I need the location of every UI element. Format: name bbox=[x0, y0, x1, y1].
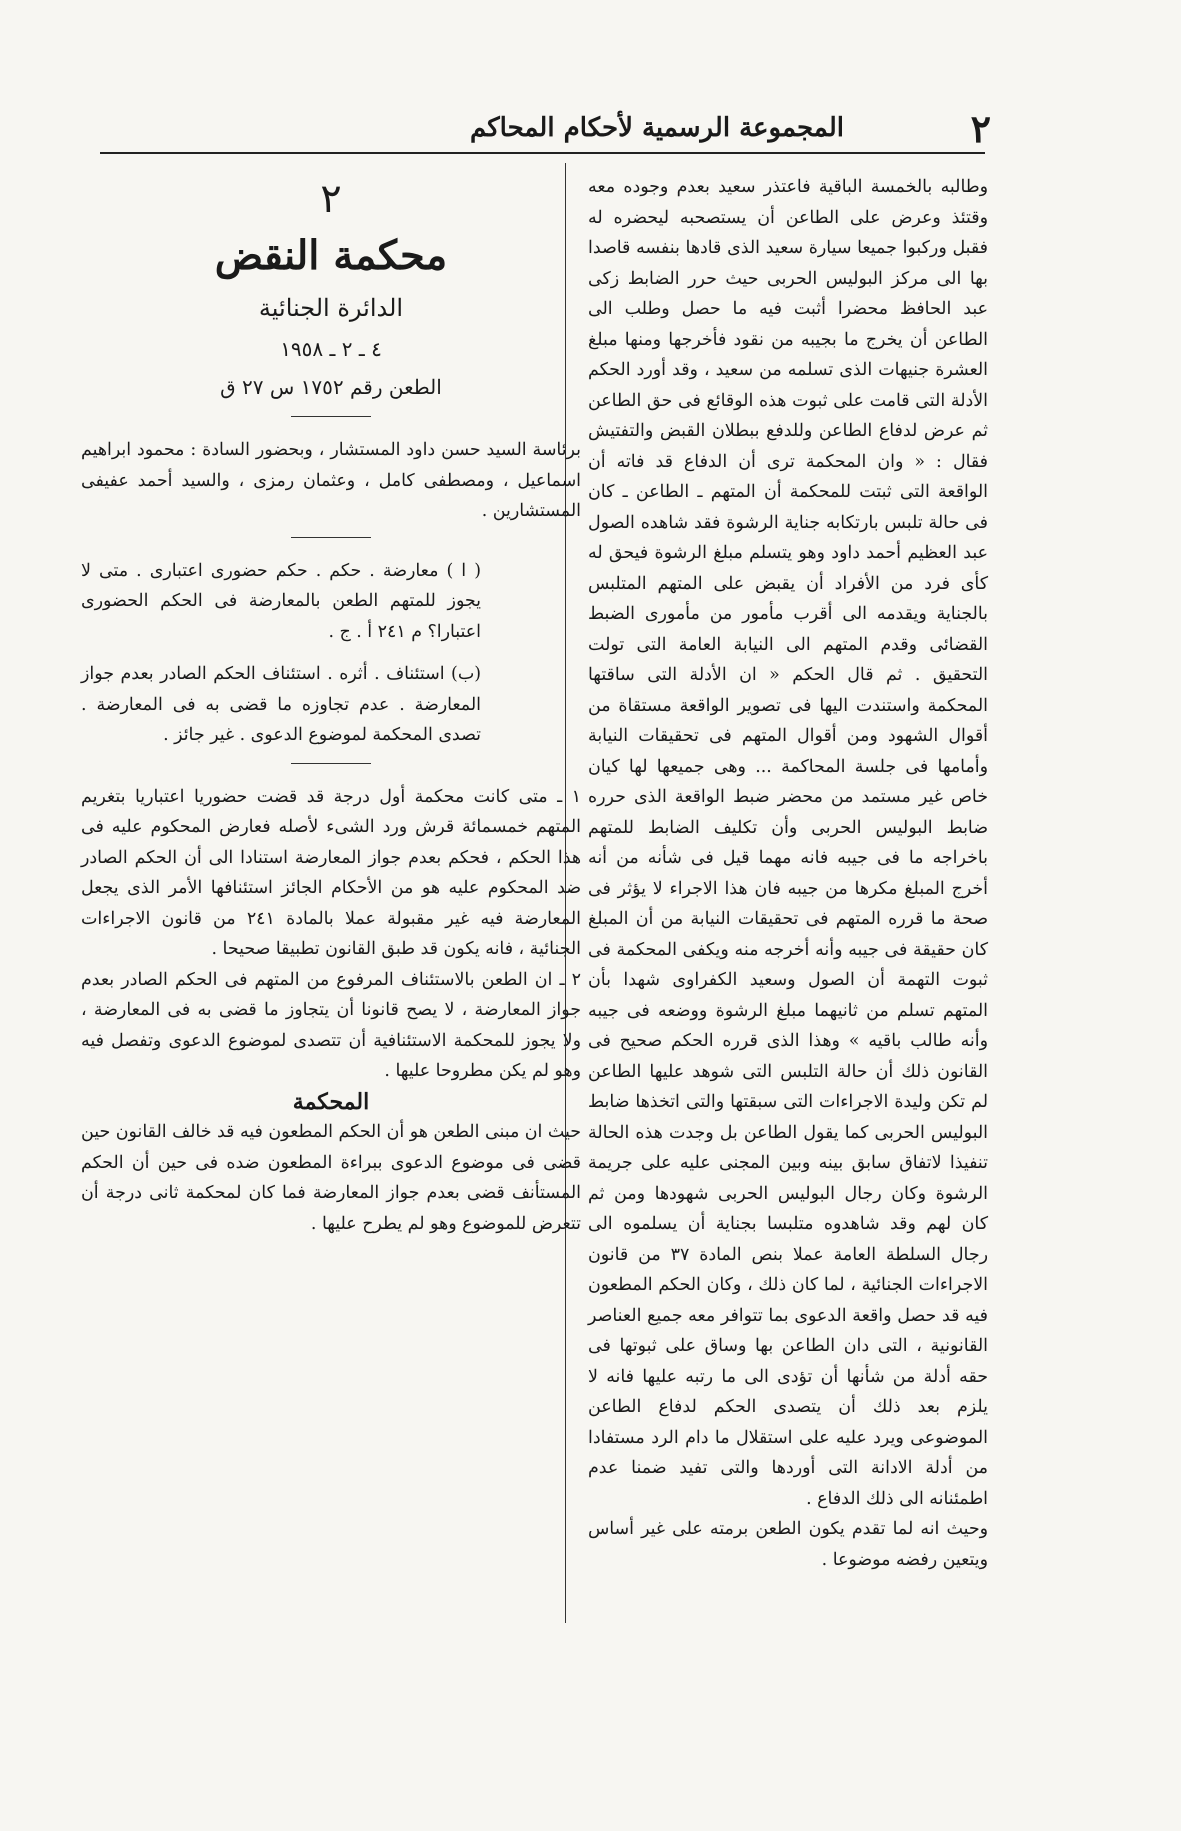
headnote-b: (ب) استئناف . أثره . استئناف الحكم الصادر بعدم جواز المعارضة . عدم تجاوزه ما قضى به فى المعارضة . تصدى المحكمة لموضوع الدعوى . غير جائز . bbox=[81, 664, 481, 745]
headnotes bbox=[81, 556, 581, 751]
court-section-text: حيث ان مبنى الطعن هو أن الحكم المطعون فيه قد خالف القانون حين قضى فى موضوع الدعوى ببراءة المطعون ضده فى حين أن الحكم المستأنف قضى بعدم جواز المعارضة فما كان لمحكمة ثانى درجة أن تتعرض للموضوع وهو لم يطرح عليها . bbox=[81, 1122, 581, 1234]
divider-rule bbox=[291, 537, 371, 538]
appeal-number: الطعن رقم ١٧٥٢ س ٢٧ ق bbox=[220, 375, 442, 399]
page-header bbox=[190, 105, 991, 151]
final-verdict: وحيث انه لما تقدم يكون الطعن برمته على غير أساس ويتعين رفضه موضوعا . bbox=[588, 1519, 988, 1570]
session-date: ٤ ـ ٢ ـ ١٩٥٨ bbox=[280, 337, 382, 361]
presidency-text: برئاسة السيد حسن داود المستشار ، وبحضور السادة : محمود ابراهيم اسماعيل ، ومصطفى كامل ، وعثمان رمزى ، والسيد أحمد عفيفى المستشارين . bbox=[81, 440, 581, 521]
divider-rule bbox=[291, 763, 371, 764]
header-rule bbox=[100, 152, 985, 154]
court-section-title: المحكمة bbox=[292, 1088, 370, 1115]
left-column bbox=[81, 172, 581, 1239]
divider-rule bbox=[291, 416, 371, 417]
publication-title: المجموعة الرسمية لأحكام المحاكم bbox=[470, 113, 844, 143]
headnote-a: ( ا ) معارضة . حكم . حكم حضورى اعتبارى . متى لا يجوز للمتهم الطعن بالمعارضة فى الحكم الحضورى اعتبارا؟ م ٢٤١ أ . ج . bbox=[81, 560, 481, 642]
right-column-text: وطالبه بالخمسة الباقية فاعتذر سعيد بعدم وجوده معه وقتئذ وعرض على الطاعن أن يستصحبه ليحضره له فقبل وركبوا جميعا سيارة سعيد الذى قادها بنفسه قاصدا بها الى مركز البوليس الحربى حيث حرر الضابط زكى عبد الحافظ محضرا أثبت فيه ما حصل وطلب الى الطاعن أن يخرج ما بجيبه من نقود فأخرجها ومنها مبلغ العشرة جنيهات الذى تسلمه من سعيد ، وقد أورد الحكم الأدلة التى قامت على ثبوت هذه الوقائع فى حق الطاعن ثم عرض لدفاع الطاعن وللدفع ببطلان القبض والتفتيش فقال : « وان المحكمة ترى أن الدفاع قد فاته أن الواقعة التى ثبتت للمحكمة أن المتهم ـ الطاعن ـ كان فى حالة تلبس بارتكابه جناية الرشوة فقد شاهده الصول عبد العظيم أحمد داود وهو يتسلم مبلغ الرشوة فيحق له كأى فرد من الأفراد أن يقبض على المتهم المتلبس بالجناية ويقدمه الى أقرب مأمور من مأمورى الضبط القضائى وقدم المتهم الى النيابة العامة التى تولت التحقيق . ثم قال الحكم « ان الأدلة التى ساقتها المحكمة واستندت اليها فى تصوير الواقعة مستقاة من أقوال الشهود ومن أقوال المتهم فى تحقيقات النيابة وأمامها فى جلسة المحاكمة ... وهى جميعها لها كيان خاص غير مستمد من محضر ضبط الواقعة الذى حرره ضابط البوليس الحربى وأن تكليف الضابط للمتهم باخراجه ما فى جيبه فانه مهما قيل فى شأنه من أنه أخرج المبلغ مكرها من جيبه فان هذا الاجراء لا يؤثر فى صحة ما قرره المتهم فى تحقيقات النيابة من أن المبلغ كان حقيقة فى جيبه وأنه أخرجه منه ويكفى المحكمة فى ثبوت التهمة أن الصول وسعيد الكفراوى شهدا بأن المتهم تسلم من ثانيهما مبلغ الرشوة ووضعه فى جيبه وأنه طالب باقيه » وهذا الذى قرره الحكم صحيح فى القانون ذلك أن حالة التلبس التى شوهد عليها الطاعن لم تكن وليدة الاجراءات التى سبقتها والتى اتخذها ضابط البوليس الحربى كما يقول الطاعن بل وجدت هذه الحالة تنفيذا لاتفاق سابق بينه وبين المجنى عليه على جريمة الرشوة وكان رجال البوليس الحربى شهودها ومن ثم كان لهم وقد شاهدوه متلبسا بجناية أن يسلموه الى رجال السلطة العامة عملا بنص المادة ٣٧ من قانون الاجراءات الجنائية ، لما كان ذلك ، وكان الحكم المطعون فيه قد حصل واقعة الدعوى بما تتوافر معه جميع العناصر القانونية ، التى دان الطاعن بها وساق على ثبوتها فى حقه أدلة من شأنها أن تؤدى الى ما رتبه عليها فانه لا يلزم بعد ذلك أن يتصدى الحكم لدفاع الطاعن الموضوعى ويرد عليه على استقلال ما دام الرد مستفادا من أدلة الادانة التى أوردها والتى تفيد ضمنا عدم اطمئنانه الى ذلك الدفاع . bbox=[588, 177, 988, 1509]
legal-principle-1: ١ ـ متى كانت محكمة أول درجة قد قضت حضوريا اعتباريا بتغريم المتهم خمسمائة قرش ورد الشىء لأصله فعارض المحكوم عليه فى هذا الحكم ، فحكم بعدم جواز المعارضة استنادا الى أن الحكم الصادر ضد المحكوم عليه هو من الأحكام الجائز استئنافها الأمر الذى يجعل المعارضة فيه غير مقبولة عملا بالمادة ٢٤١ من قانون الاجراءات الجنائية ، فانه يكون قد طبق القانون تطبيقا صحيحا . bbox=[81, 786, 582, 959]
page-number: ٢ bbox=[970, 105, 991, 151]
legal-principle-2: ٢ ـ ان الطعن بالاستئناف المرفوع من المتهم فى الحكم الصادر بعدم جواز المعارضة ، لا يصح قانونا أن يتجاوز ما قضى به فى المعارضة ، ولا يجوز للمحكمة الاستئنافية أن تتصدى لموضوع الدعوى وتفصل فيه وهو لم يكن مطروحا عليها . bbox=[81, 969, 581, 1081]
case-number: ٢ bbox=[320, 176, 342, 222]
circuit-name: الدائرة الجنائية bbox=[258, 294, 404, 322]
court-name: محكمة النقض bbox=[214, 232, 448, 279]
right-column bbox=[588, 172, 988, 1575]
